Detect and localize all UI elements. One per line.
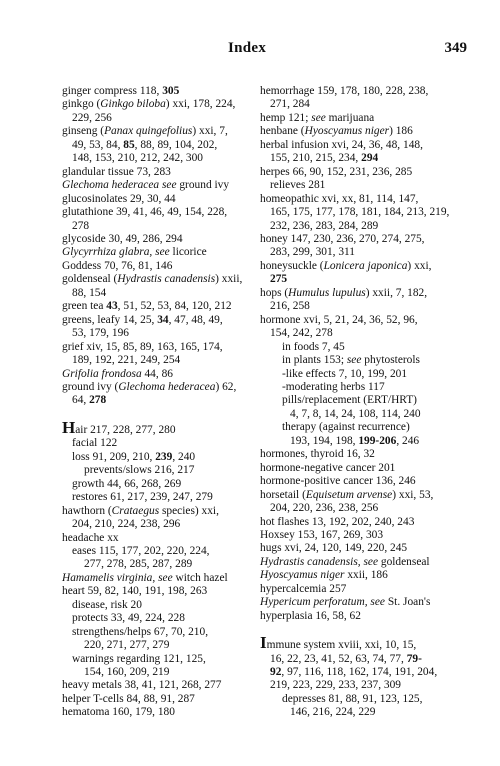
index-text: honeysuckle (	[260, 259, 324, 272]
index-subentry	[62, 394, 252, 407]
index-subentry	[62, 558, 252, 571]
index-subentry	[260, 246, 465, 259]
index-text: hormone-positive cancer 136, 246	[260, 475, 416, 488]
index-entry	[62, 341, 252, 354]
index-text: in foods 7, 45	[282, 340, 345, 353]
index-text: ) 186	[389, 125, 413, 138]
index-subentry	[260, 666, 465, 679]
index-entry	[62, 381, 252, 394]
index-text: ginseng (	[62, 125, 105, 138]
index-subentry	[62, 491, 252, 504]
index-subentry	[260, 381, 465, 394]
index-text: honey 147, 230, 236, 270, 274, 275,	[260, 232, 425, 245]
index-text: 204, 210, 224, 238, 296	[72, 518, 181, 531]
index-text: see	[311, 111, 326, 124]
index-text: growth 44, 66, 268, 269	[72, 477, 182, 490]
index-text: see	[161, 179, 177, 192]
index-text: 219, 223, 229, 233, 237, 309	[270, 679, 401, 692]
index-subentry	[260, 300, 465, 313]
index-text: warnings regarding 121, 125,	[72, 652, 206, 665]
index-entry	[260, 462, 465, 475]
index-text: hormone xvi, 5, 21, 24, 36, 52, 96,	[260, 313, 418, 326]
index-text: hemp 121;	[260, 111, 312, 124]
index-text: see	[155, 246, 170, 259]
index-entry	[260, 610, 465, 623]
index-text: loss 91, 209, 210,	[72, 450, 156, 463]
index-subentry	[260, 273, 465, 286]
index-text: species) xxi,	[159, 504, 219, 517]
index-text: homeopathic xvi, xx, 81, 114, 147,	[260, 192, 419, 205]
index-text: Glechoma hederacea	[62, 179, 160, 192]
index-text: Goddess 70, 76, 81, 146	[62, 259, 173, 272]
index-text: xxii, 186	[344, 569, 388, 582]
index-text: 165, 175, 177, 178, 181, 184, 213, 219,	[270, 206, 450, 219]
index-entry	[62, 368, 252, 381]
index-text: -moderating herbs 117	[282, 380, 385, 393]
index-text: Panax quingefolius	[104, 125, 193, 138]
index-column-right	[260, 85, 465, 720]
index-text: ) xxii, 7, 182,	[365, 286, 428, 299]
index-text: 220, 271, 277, 279	[84, 639, 170, 652]
index-subentry	[260, 152, 465, 165]
index-text: 216, 258	[270, 300, 310, 313]
index-text: Glycyrrhiza glabra,	[62, 246, 153, 259]
index-text: Lonicera japonica	[323, 259, 408, 272]
index-text: 277, 278, 285, 287, 289	[84, 558, 193, 571]
section-gap	[260, 623, 465, 636]
index-text: see	[363, 555, 379, 568]
index-entry	[62, 314, 252, 327]
index-text: 193, 194, 198,	[290, 434, 359, 447]
index-text: disease, risk 20	[72, 598, 142, 611]
index-text: depresses 81, 88, 91, 123, 125,	[282, 692, 423, 705]
index-text: Ginkgo biloba	[100, 98, 166, 111]
index-text: Hyoscyamus niger	[304, 125, 390, 138]
index-text: hemorrhage 159, 178, 180, 228, 238,	[260, 85, 429, 97]
index-subentry	[260, 354, 465, 367]
index-entry	[260, 448, 465, 461]
index-text: glandular tissue 73, 283	[62, 165, 171, 178]
index-subentry	[62, 437, 252, 450]
index-text: restores 61, 217, 239, 247, 279	[72, 491, 213, 504]
index-subentry	[260, 327, 465, 340]
index-text: horsetail (	[260, 488, 306, 501]
index-entry	[62, 125, 252, 138]
index-text: 16, 22, 23, 41, 52, 63, 74, 77,	[270, 652, 407, 665]
index-text: 229, 256	[72, 111, 112, 124]
index-text: see	[158, 571, 173, 584]
index-entry	[62, 532, 252, 545]
index-text: 305	[162, 85, 180, 97]
index-text: 148, 153, 210, 212, 242, 300	[72, 152, 203, 165]
index-entry	[260, 260, 465, 273]
index-text: herpes 66, 90, 152, 231, 236, 285	[260, 165, 413, 178]
index-entry	[260, 489, 465, 502]
index-text: facial 122	[72, 437, 118, 450]
index-subentry	[62, 545, 252, 558]
index-text: hormones, thyroid 16, 32	[260, 448, 375, 461]
index-text: hyperplasia 16, 58, 62	[260, 609, 361, 622]
index-text: 294	[361, 152, 379, 165]
index-entry	[260, 139, 465, 152]
index-text: goldenseal	[378, 555, 430, 568]
index-subentry	[62, 152, 252, 165]
index-subentry	[260, 98, 465, 111]
index-entry	[260, 583, 465, 596]
index-text: ginger compress 118,	[62, 85, 163, 97]
index-entry	[260, 193, 465, 206]
index-subentry	[260, 341, 465, 354]
index-subentry	[62, 599, 252, 612]
index-subentry	[260, 421, 465, 434]
index-text: therapy (against recurrence)	[282, 421, 410, 434]
index-text: ) xxi,	[407, 259, 432, 272]
index-text: ground ivy (	[62, 380, 119, 393]
index-text: ) xxi, 178, 224,	[165, 98, 236, 111]
index-entry	[62, 706, 252, 719]
index-text: see	[370, 596, 385, 609]
index-subentry	[260, 368, 465, 381]
index-subentry	[260, 179, 465, 192]
index-text: heart 59, 82, 140, 191, 198, 263	[62, 585, 208, 598]
index-subentry	[62, 327, 252, 340]
index-column-left	[62, 85, 252, 720]
index-subentry	[260, 679, 465, 692]
index-subentry	[62, 112, 252, 125]
index-text: Glechoma hederacea	[118, 380, 216, 393]
index-entry	[62, 98, 252, 111]
index-entry	[260, 542, 465, 555]
index-text: strengthens/helps 67, 70, 210,	[72, 625, 209, 638]
index-text: hugs xvi, 24, 120, 149, 220, 245	[260, 542, 408, 555]
index-entry	[62, 233, 252, 246]
index-text: Hypericum perforatum,	[260, 596, 368, 609]
index-text: Hydrastis canadensis,	[260, 555, 361, 568]
index-text: hematoma 160, 179, 180	[62, 706, 175, 719]
index-entry	[260, 569, 465, 582]
index-text: 189, 192, 221, 249, 254	[72, 354, 181, 367]
index-entry	[62, 417, 252, 437]
index-text: H	[62, 417, 76, 437]
index-entry	[62, 166, 252, 179]
index-entry	[260, 125, 465, 138]
index-subentry	[260, 408, 465, 421]
index-text: 64,	[72, 394, 90, 407]
index-text: Equisetum arvense	[305, 488, 393, 501]
index-text: witch hazel	[172, 571, 228, 584]
index-text: 53, 179, 196	[72, 327, 129, 340]
index-text: ginkgo (	[62, 98, 101, 111]
index-text: I	[260, 633, 267, 653]
index-text: Hamamelis virginia,	[62, 571, 156, 584]
index-text: 204, 220, 236, 238, 256	[270, 502, 379, 515]
page-header	[0, 40, 500, 60]
index-text: heavy metals 38, 41, 121, 268, 277	[62, 679, 222, 692]
index-entry	[62, 179, 252, 192]
index-text: Grifolia frondosa	[62, 367, 142, 380]
index-text: ground ivy	[176, 179, 230, 192]
index-text: 79-	[406, 652, 422, 665]
index-entry	[62, 193, 252, 206]
index-entry	[260, 475, 465, 488]
index-entry	[62, 300, 252, 313]
page-number: 349	[444, 40, 467, 56]
index-text: 154, 242, 278	[270, 327, 333, 340]
index-text: 239	[155, 450, 173, 463]
index-subentry	[62, 478, 252, 491]
index-subentry	[62, 354, 252, 367]
index-text: 278	[72, 219, 90, 232]
index-text: 4, 7, 8, 14, 24, 108, 114, 240	[290, 407, 421, 420]
index-entry	[260, 166, 465, 179]
index-subentry	[62, 451, 252, 464]
index-text: glycoside 30, 49, 286, 294	[62, 232, 183, 245]
index-entry	[260, 529, 465, 542]
index-entry	[260, 556, 465, 569]
index-entry	[62, 273, 252, 286]
index-subentry	[62, 612, 252, 625]
index-subentry	[62, 639, 252, 652]
index-text: relieves 281	[270, 179, 326, 192]
index-text: 283, 299, 301, 311	[270, 246, 356, 259]
index-subentry	[260, 706, 465, 719]
index-text: in plants 153;	[282, 354, 347, 367]
index-text: Crataegus	[111, 504, 160, 517]
index-text: greens, leafy 14, 25,	[62, 313, 158, 326]
page-title: Index	[228, 40, 267, 56]
index-text: ) xxi, 53,	[392, 488, 434, 501]
index-text: Hydrastis canadensis	[117, 273, 216, 286]
index-text: mmune system xviii, xxi, 10, 15,	[266, 639, 417, 652]
index-text: helper T-cells 84, 88, 91, 287	[62, 692, 195, 705]
index-text: prevents/slows 216, 217	[84, 464, 195, 477]
index-entry	[260, 85, 465, 98]
index-subentry	[62, 626, 252, 639]
index-entry	[260, 112, 465, 125]
index-entry	[260, 287, 465, 300]
index-entry	[62, 85, 252, 98]
index-text: , 240	[172, 450, 196, 463]
index-text: glucosinolates 29, 30, 44	[62, 192, 176, 205]
index-text: licorice	[169, 246, 207, 259]
index-text: ) xxii,	[215, 273, 243, 286]
index-text: , 97, 116, 118, 162, 174, 191, 204,	[281, 666, 438, 679]
index-entry	[62, 246, 252, 259]
index-text: 271, 284	[270, 98, 310, 111]
index-text: see	[346, 354, 362, 367]
index-text: hypercalcemia 257	[260, 582, 347, 595]
index-subentry	[260, 693, 465, 706]
index-entry	[62, 505, 252, 518]
index-text: St. Joan's	[384, 596, 431, 609]
index-text: 92	[270, 666, 282, 679]
index-text: 85	[123, 138, 135, 151]
index-text: phytosterols	[361, 354, 420, 367]
index-subentry	[62, 666, 252, 679]
index-text: 154, 160, 209, 219	[84, 666, 170, 679]
index-text: protects 33, 49, 224, 228	[72, 612, 185, 625]
index-text: hops (	[260, 286, 289, 299]
index-entry	[62, 585, 252, 598]
index-text: goldenseal (	[62, 273, 118, 286]
index-text: Hoxsey 153, 167, 269, 303	[260, 528, 384, 541]
index-subentry	[260, 653, 465, 666]
index-text: -like effects 7, 10, 199, 201	[282, 367, 408, 380]
index-text: ) 62,	[215, 380, 237, 393]
index-text: headache xx	[62, 531, 119, 544]
index-text: grief xiv, 15, 85, 89, 163, 165, 174,	[62, 340, 223, 353]
index-subentry	[62, 464, 252, 477]
index-text: hot flashes 13, 192, 202, 240, 243	[260, 515, 415, 528]
index-text: henbane (	[260, 125, 305, 138]
index-entry	[62, 693, 252, 706]
index-text: 275	[270, 273, 288, 286]
index-text: herbal infusion xvi, 24, 36, 48, 148,	[260, 138, 423, 151]
index-text: Humulus lupulus	[288, 286, 366, 299]
index-text: 49, 53, 84,	[72, 138, 124, 151]
index-text: ) xxi, 7,	[192, 125, 228, 138]
index-text: , 88, 89, 104, 202,	[134, 138, 218, 151]
index-entry	[260, 596, 465, 609]
index-subentry	[62, 287, 252, 300]
index-text: 199-206	[358, 434, 397, 447]
index-entry	[260, 233, 465, 246]
index-subentry	[62, 518, 252, 531]
index-entry	[62, 679, 252, 692]
index-entry	[62, 572, 252, 585]
index-subentry	[260, 435, 465, 448]
index-text: glutathione 39, 41, 46, 49, 154, 228,	[62, 206, 228, 219]
index-text: marijuana	[325, 111, 375, 124]
index-subentry	[62, 220, 252, 233]
index-entry	[62, 206, 252, 219]
index-subentry	[260, 502, 465, 515]
index-text: 278	[89, 394, 107, 407]
index-text: , 47, 48, 49,	[168, 313, 223, 326]
index-subentry	[260, 394, 465, 407]
index-entry	[260, 516, 465, 529]
index-text: eases 115, 177, 202, 220, 224,	[72, 544, 210, 557]
index-text: green tea	[62, 300, 107, 313]
index-text: 34	[157, 313, 169, 326]
index-text: hawthorn (	[62, 504, 112, 517]
index-text: , 246	[396, 434, 420, 447]
index-text: 44, 86	[141, 367, 173, 380]
index-text: 155, 210, 215, 234,	[270, 152, 362, 165]
index-text: hormone-negative cancer 201	[260, 461, 396, 474]
index-text: 43	[106, 300, 118, 313]
index-subentry	[62, 653, 252, 666]
section-gap	[62, 408, 252, 421]
index-text: air 217, 228, 277, 280	[75, 423, 176, 436]
index-text: 146, 216, 224, 229	[290, 706, 376, 719]
index-text: 88, 154	[72, 286, 107, 299]
index-subentry	[260, 206, 465, 219]
index-subentry	[62, 139, 252, 152]
index-subentry	[260, 220, 465, 233]
index-text: Hyoscyamus niger	[260, 569, 345, 582]
index-entry	[260, 633, 465, 653]
index-text: , 51, 52, 53, 84, 120, 212	[117, 300, 232, 313]
index-entry	[62, 260, 252, 273]
index-text: pills/replacement (ERT/HRT)	[282, 394, 417, 407]
index-entry	[260, 314, 465, 327]
index-text: 232, 236, 283, 284, 289	[270, 219, 379, 232]
